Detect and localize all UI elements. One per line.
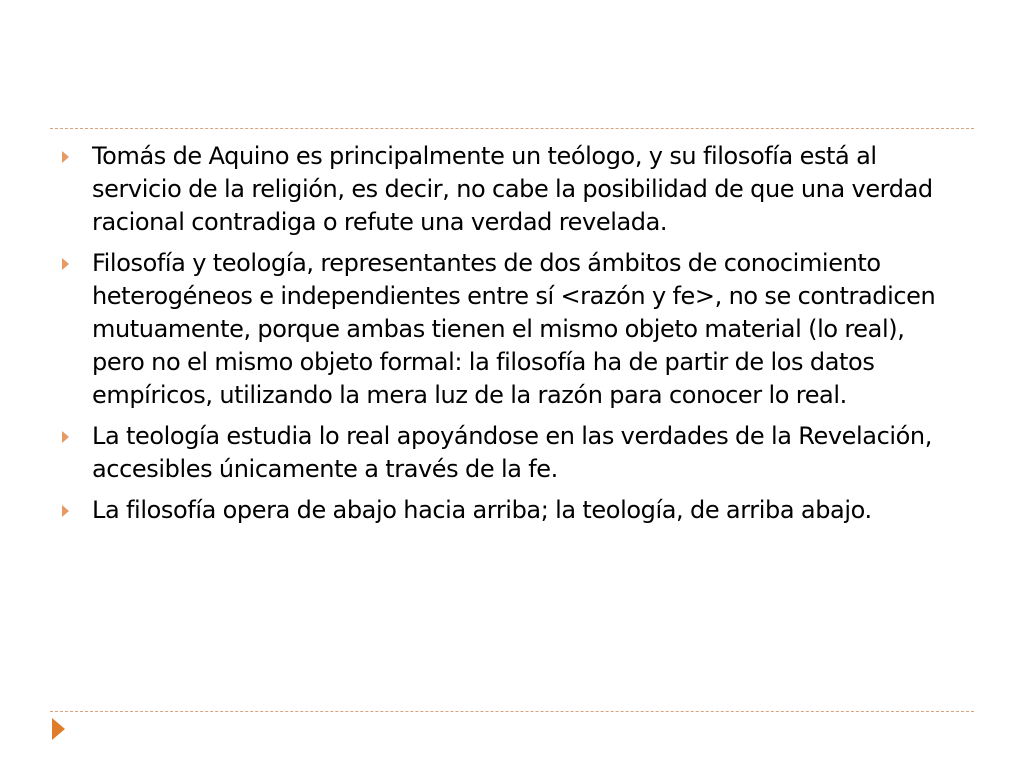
bullet-list <box>62 140 962 535</box>
bullet-item-1 <box>62 140 962 239</box>
bullet-text-4: La filosofía opera de abajo hacia arriba; la teología, de arriba abajo. <box>92 496 872 524</box>
top-divider <box>50 128 974 129</box>
bottom-divider <box>50 711 974 712</box>
bullet-item-2 <box>62 247 962 412</box>
triangle-bullet-icon <box>62 151 69 163</box>
bullet-text-1: Tomás de Aquino es principalmente un teólogo, y su filosofía está al servicio de la religión, es decir, no cabe la posibilidad de que una verdad racional contradiga o refute una verdad revelada. <box>92 142 933 236</box>
triangle-bullet-icon <box>62 431 69 443</box>
triangle-bullet-icon <box>62 505 69 517</box>
bullet-text-3: La teología estudia lo real apoyándose en las verdades de la Revelación, accesibles únicamente a través de la fe. <box>92 422 932 483</box>
bullet-item-3 <box>62 420 962 486</box>
bullet-text-2: Filosofía y teología, representantes de dos ámbitos de conocimiento heterogéneos e independientes entre sí <razón y fe>, no se contradicen mutuamente, porque ambas tienen el mismo objeto material (lo real), pero no el mismo objeto formal: la filosofía ha de partir de los datos empíricos, utilizando la mera luz de la razón para conocer lo real. <box>92 249 936 409</box>
triangle-bullet-icon <box>62 258 69 270</box>
bullet-item-4 <box>62 494 962 527</box>
play-triangle-icon <box>52 718 65 740</box>
